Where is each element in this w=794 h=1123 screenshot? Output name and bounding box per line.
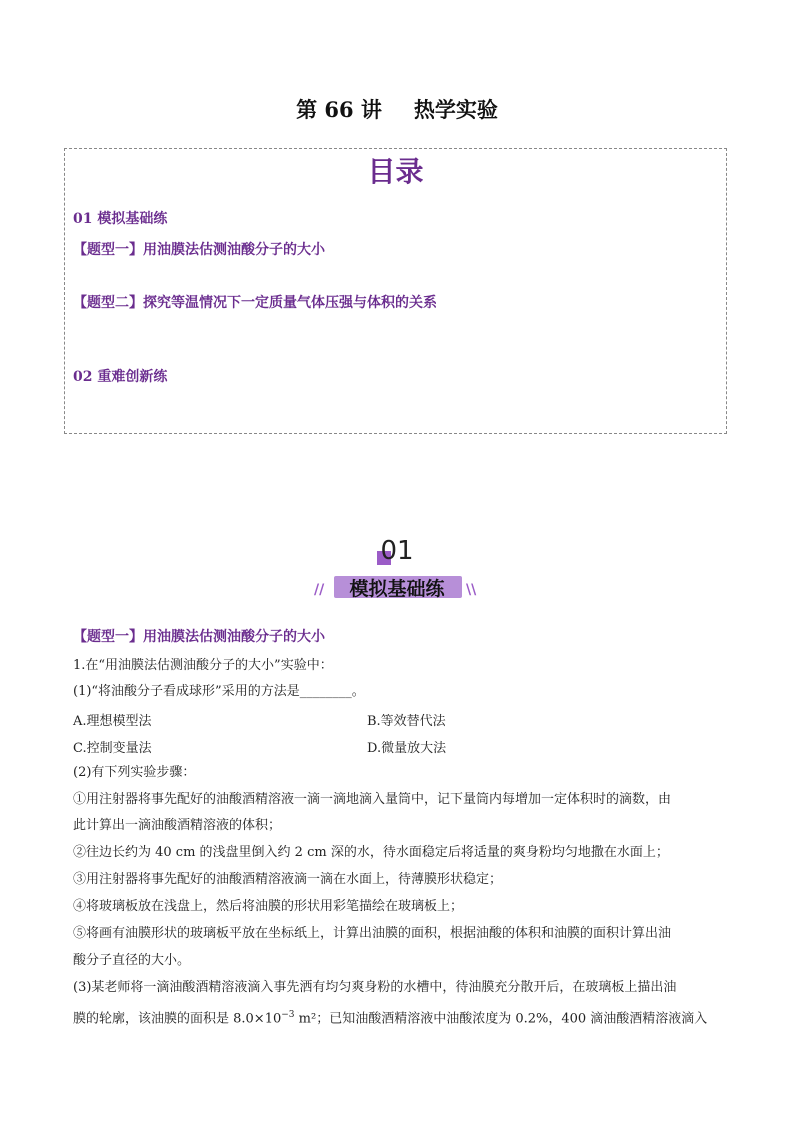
toc-item-section-02[interactable]: 02 重难创新练 xyxy=(73,369,168,385)
section-number: 01 xyxy=(380,536,414,566)
toc-box xyxy=(64,148,727,434)
lecture-topic: 热学实验 xyxy=(413,97,498,122)
banner-left-slash-icon: // xyxy=(314,582,325,598)
toc-heading: 目录 xyxy=(367,155,424,188)
question-part-1: (1)“将油酸分子看成球形”采用的方法是________。 xyxy=(73,684,365,699)
question-part-3-line-2 xyxy=(73,1006,723,1028)
page-title xyxy=(0,94,794,124)
option-a[interactable]: A.理想模型法 xyxy=(73,714,152,729)
toc-item-type-2[interactable]: 【题型二】探究等温情况下一定质量气体压强与体积的关系 xyxy=(73,295,437,311)
option-d[interactable]: D.微量放大法 xyxy=(367,741,447,756)
toc-item-section-01[interactable]: 01 模拟基础练 xyxy=(73,211,168,227)
part-3-text-a: 膜的轮廓，该油膜的面积是 8.0×10 xyxy=(73,1011,282,1027)
lecture-number: 第 66 讲 xyxy=(296,97,382,122)
toc-item-type-1[interactable]: 【题型一】用油膜法估测油酸分子的大小 xyxy=(73,242,325,258)
step-2: ②往边长约为 40 cm 的浅盘里倒入约 2 cm 深的水，待水面稳定后将适量的爽身粉均匀地撒在水面上； xyxy=(73,845,669,860)
step-1-line-2: 此计算出一滴油酸酒精溶液的体积； xyxy=(73,818,282,833)
part-3-exponent: −3 xyxy=(281,1010,295,1020)
step-5-line-2: 酸分子直径的大小。 xyxy=(73,953,191,968)
question-part-3-line-1: (3)某老师将一滴油酸酒精溶液滴入事先洒有均匀爽身粉的水槽中，待油膜充分散开后，在玻璃板上描出油 xyxy=(73,980,677,995)
step-5-line-1: ⑤将画有油膜形状的玻璃板平放在坐标纸上，计算出油膜的面积，根据油酸的体积和油膜的面积计算出油 xyxy=(73,926,672,941)
section-name: 模拟基础练 xyxy=(349,578,445,600)
step-3: ③用注射器将事先配好的油酸酒精溶液滴一滴在水面上，待薄膜形状稳定； xyxy=(73,872,503,887)
option-b[interactable]: B.等效替代法 xyxy=(367,714,446,729)
question-type-heading: 【题型一】用油膜法估测油酸分子的大小 xyxy=(73,629,325,645)
banner-right-slash-icon: \\ xyxy=(466,582,477,598)
option-c[interactable]: C.控制变量法 xyxy=(73,741,152,756)
question-stem: 1.在“用油膜法估测油酸分子的大小”实验中： xyxy=(73,658,333,673)
part-3-text-b: m²；已知油酸酒精溶液中油酸浓度为 0.2%，400 滴油酸酒精溶液滴入 xyxy=(294,1011,708,1027)
step-1-line-1: ①用注射器将事先配好的油酸酒精溶液一滴一滴地滴入量筒中，记下量筒内每增加一定体积时的滴数，由 xyxy=(73,792,672,807)
question-part-2: (2)有下列实验步骤： xyxy=(73,765,196,780)
step-4: ④将玻璃板放在浅盘上，然后将油膜的形状用彩笔描绘在玻璃板上； xyxy=(73,899,464,914)
